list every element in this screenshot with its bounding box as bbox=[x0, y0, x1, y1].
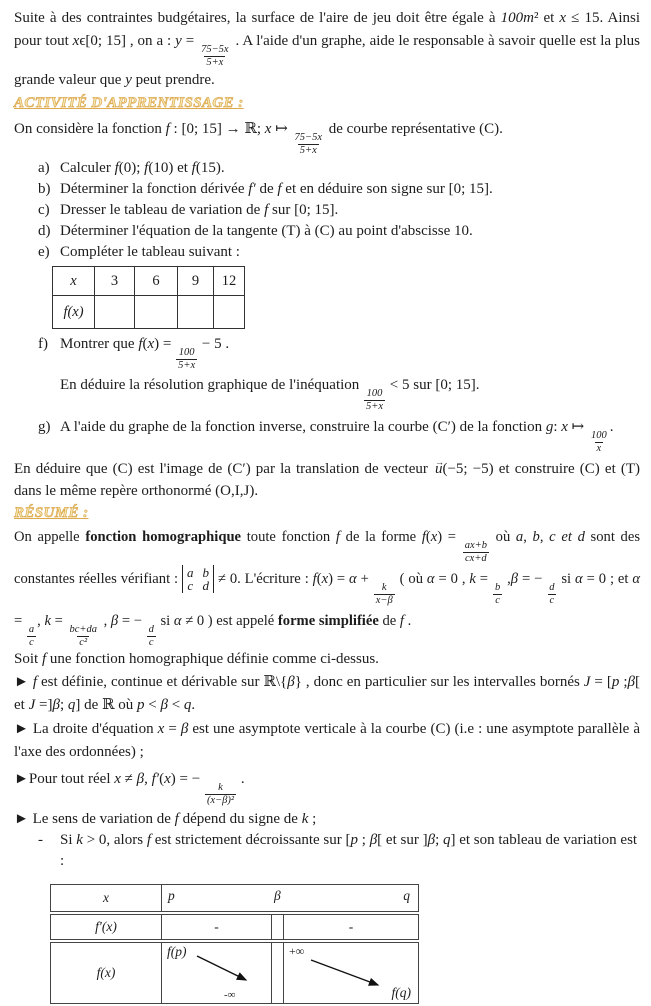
item-content: A l'aide du graphe de la fonction inverse, construire la courbe (C′) de la fonction g: x ↦ $\frac{100}{x}$ . bbox=[60, 418, 614, 454]
fprime-sign-right-cell: - bbox=[284, 914, 419, 940]
variation-interval-cell bbox=[161, 884, 419, 912]
fx-label-cell: f(x) bbox=[50, 942, 161, 1004]
item-content: Calculer f(0); f(10) et f(15). bbox=[60, 160, 225, 177]
translation-paragraph: En déduire que (C) est l'image de (C′) par la translation de vecteur u →(−5; −5) et construire (C) et (T) dans le même repère orthonormé (O,I,J). bbox=[14, 458, 640, 502]
values-table-empty-cell bbox=[178, 296, 214, 329]
values-table-header-cell: 6 bbox=[135, 267, 178, 296]
item-label: g) bbox=[38, 418, 51, 435]
limit-plus-infinity: +∞ bbox=[289, 944, 305, 959]
values-table-fx-cell: f(x) bbox=[53, 296, 95, 329]
forbidden-value-bar bbox=[271, 942, 284, 1004]
values-table bbox=[52, 266, 245, 329]
sub-item-k-positive bbox=[14, 830, 640, 872]
variation-table-fprime-row bbox=[50, 914, 419, 940]
list-item-f bbox=[14, 331, 640, 372]
item-label: f) bbox=[38, 336, 48, 353]
values-table-header-row bbox=[53, 267, 245, 296]
values-table-fx-row bbox=[53, 296, 245, 329]
fq-value: f(q) bbox=[391, 985, 412, 1001]
item-label: d) bbox=[38, 223, 51, 240]
fx-left-cell bbox=[161, 942, 271, 1004]
list-item-g bbox=[14, 414, 640, 455]
item-label: a) bbox=[38, 160, 50, 177]
list-item-b bbox=[14, 179, 640, 200]
decreasing-arrow-icon bbox=[308, 957, 390, 993]
item-content: Montrer que f(x) = $\frac{100}{5+x}$ − 5 . bbox=[60, 336, 230, 372]
dash-content: Si k > 0, alors f est strictement décroissante sur [p ; β[ et sur ]β; q] et son tableau de variation est : bbox=[60, 832, 638, 870]
bullet-asymptote: ► La droite d'équation x = β est une asymptote verticale à la courbe (C) (i.e : une asymptote parallèle à l'axe des ordonnées) ; bbox=[14, 721, 640, 760]
values-table-header-cell: 12 bbox=[214, 267, 245, 296]
soit-paragraph: Soit f une fonction homographique définie comme ci-dessus. bbox=[14, 651, 379, 667]
variation-table-header-row bbox=[50, 884, 419, 912]
forbidden-value-bar bbox=[271, 914, 284, 940]
fprime-sign-left-cell: - bbox=[161, 914, 271, 940]
decreasing-arrow-icon bbox=[194, 953, 256, 987]
list-item-c bbox=[14, 200, 640, 221]
item-content: Dresser le tableau de variation de f sur [0; 15]. bbox=[60, 202, 339, 219]
function-definition-paragraph: On considère la fonction f : [0; 15] → ℝ; x ↦ $\frac{75-5x}{5+x}$ de courbe représentative (C). bbox=[14, 121, 503, 157]
item-content: Déterminer la fonction dérivée f′ de f et en déduire son signe sur [0; 15]. bbox=[60, 181, 493, 198]
dash-label: - bbox=[38, 832, 43, 849]
bullet-domain: ► f est définie, continue et dérivable sur ℝ\{β} , donc en particulier sur les intervalles bornés J = [p ;β[ et J =]β; q] de ℝ où p < β < q. bbox=[14, 674, 640, 713]
fx-right-content bbox=[284, 943, 418, 1003]
limit-minus-infinity: -∞ bbox=[224, 989, 236, 1002]
interval-q: q bbox=[403, 888, 411, 904]
item-content: Déterminer l'équation de la tangente (T) à (C) au point d'abscisse 10. bbox=[60, 223, 473, 240]
list-item-a bbox=[14, 158, 640, 179]
variation-x-cell: x bbox=[50, 884, 161, 912]
variation-table-fx-row bbox=[50, 942, 419, 1004]
fx-left-content bbox=[162, 943, 271, 1003]
fprime-label-cell: f′(x) bbox=[50, 914, 161, 940]
intro-paragraph: Suite à des contraintes budgétaires, la surface de l'aire de jeu doit être égale à 100m² et x ≤ 15. Ainsi pour tout xϵ[0; 15] , on a : y = $\frac{75-5x}{5+x}$ . A l'aide d'un graphe, aide le responsable à savoir quelle est la plus grande valeur que y peut prendre. bbox=[14, 10, 640, 89]
values-table-header-cell: 9 bbox=[178, 267, 214, 296]
exercise-list bbox=[14, 158, 640, 263]
fx-right-cell bbox=[284, 942, 419, 1004]
resume-heading: RÉSUMÉ : bbox=[14, 504, 89, 521]
item-f-continuation: En déduire la résolution graphique de l'inéquation $\frac{100}{5+x}$ < 5 sur [0; 15]. bbox=[60, 377, 480, 413]
activity-heading: ACTIVITÉ D'APPRENTISSAGE : bbox=[14, 95, 244, 112]
values-table-empty-cell bbox=[95, 296, 135, 329]
interval-beta: β bbox=[274, 888, 281, 904]
item-label: e) bbox=[38, 244, 50, 261]
list-item-e bbox=[14, 242, 640, 263]
interval-p: p bbox=[168, 888, 175, 904]
values-table-header-cell: 3 bbox=[95, 267, 135, 296]
values-table-empty-cell bbox=[214, 296, 245, 329]
values-table-x-cell: x bbox=[53, 267, 95, 296]
variation-table bbox=[50, 882, 419, 1006]
item-content: Compléter le tableau suivant : bbox=[60, 244, 240, 261]
bullet-derivative: ►Pour tout réel x ≠ β, f′(x) = − $\frac{k}{\text{(x−β)²}}$ . bbox=[14, 771, 245, 807]
bullet-variation: ► Le sens de variation de f dépend du signe de k ; bbox=[14, 811, 317, 828]
item-label: c) bbox=[38, 202, 50, 219]
fp-value: f(p) bbox=[167, 944, 187, 960]
list-item-d bbox=[14, 221, 640, 242]
values-table-empty-cell bbox=[135, 296, 178, 329]
homographic-definition-paragraph: On appelle fonction homographique toute fonction f de la forme f(x) = $\frac{ax+b}{cx+d}$ où a, b, c et d sont des constantes réelles vérifiant : a b c d ≠ 0. L'écriture : f(x) = α + $\frac{k}{x-\beta}$ ( où α = 0 , k = $\frac{b}{c}$ ,β = − $\frac{d}{c}$ si α = 0 ; et α = $\frac{a}{c}$ , k = $\frac{bc+da}{\text{c²}}$ , β = − $\frac{d}{c}$ si α ≠ 0 ) est appelé forme simplifiée de f . bbox=[14, 528, 641, 648]
item-label: b) bbox=[38, 181, 51, 198]
